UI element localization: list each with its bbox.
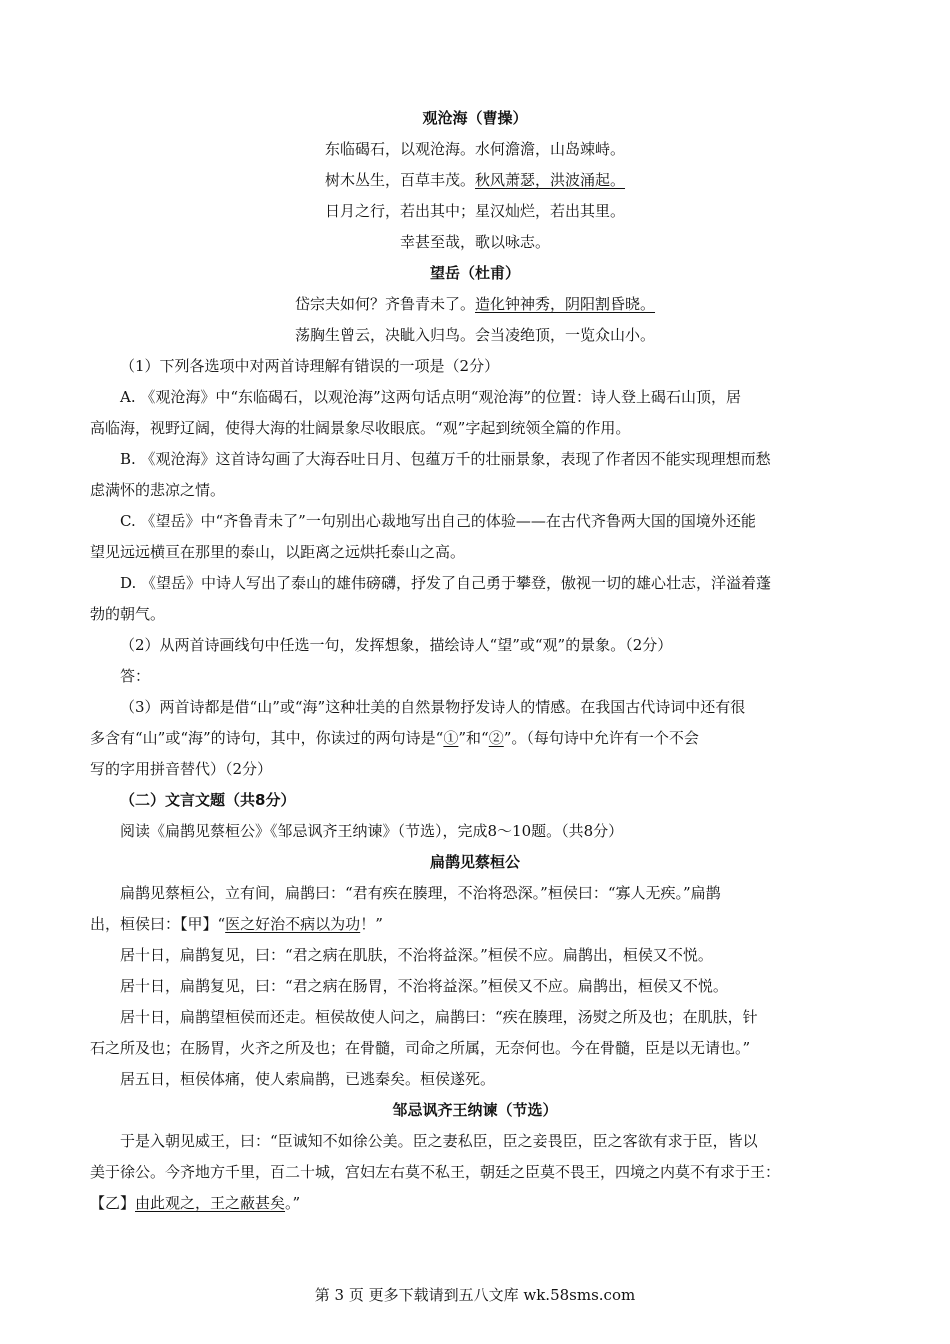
q1-option-c-line-1: C. 《望岳》中“齐鲁青未了”一句别出心裁地写出自己的体验——在古代齐鲁两大国的国境外还能 [120,512,756,530]
q3-line-2-part-b: ”和“ [458,729,489,747]
poem2-title: 望岳（杜甫） [429,264,520,282]
q2-answer-label: 答： [120,667,151,685]
text2-underlined-sentence-yi: 由此观之，王之蔽甚矣 [135,1194,286,1212]
text1-underlined-sentence-jia: 医之好治不病以为功 [225,915,361,933]
q1-option-b-line-1: B. 《观沧海》这首诗勾画了大海吞吐日月、包蕴万千的壮丽景象，表现了作者因不能实现理想而愁 [120,450,771,468]
q3-line-1: （3）两首诗都是借“山”或“海”这种壮美的自然景物抒发诗人的情感。在我国古代诗词中还有很 [120,698,746,716]
text1-p3: 居十日，扁鹊复见，曰：“君之病在肠胃，不治将益深。”桓侯又不应。扁鹊出，桓侯又不悦。 [120,977,728,995]
poem1-line-1: 东临碣石，以观沧海。水何澹澹，山岛竦峙。 [324,140,625,158]
text2-title: 邹忌讽齐王纳谏（节选） [392,1101,558,1119]
q1-option-a-line-1: A. 《观沧海》中“东临碣石，以观沧海”这两句话点明“观沧海”的位置：诗人登上碣石山顶，居 [120,388,742,406]
text1-p1-line-2 [90,913,860,935]
poem1-underlined-line: 秋风萧瑟，洪波涌起。 [475,171,626,189]
text2-line-3-end: 。” [285,1194,301,1212]
poem2-underlined-line: 造化钟神秀，阴阳割昏晓。 [475,295,656,313]
text1-p1-line-2-part-a: 出，桓侯曰：【甲】“ [90,915,226,933]
poem1-line-2-plain: 树木丛生，百草丰茂。 [324,171,475,189]
poem2-line-1 [90,293,860,315]
text1-p1-line-1: 扁鹊见蔡桓公，立有间，扁鹊曰：“君有疾在腠理，不治将恐深。”桓侯曰：“寡人无疾。”扁鹊 [120,884,721,902]
text2-line-1: 于是入朝见威王，曰：“臣诚知不如徐公美。臣之妻私臣，臣之妾畏臣，臣之客欲有求于臣，皆以 [120,1132,758,1150]
poem1-line-3: 日月之行，若出其中；星汉灿烂，若出其里。 [324,202,625,220]
section2-heading: （二）文言文题（共8分） [120,791,296,809]
text2-label-yi: 【乙】 [90,1194,136,1212]
poem2-line-2: 荡胸生曾云，决眦入归鸟。会当凌绝顶，一览众山小。 [294,326,655,344]
q3-line-2-part-c: ”。（每句诗中允许有一个不会 [503,729,699,747]
text1-p4-line-1: 居十日，扁鹊望桓侯而还走。桓侯故使人问之，扁鹊曰：“疾在腠理，汤熨之所及也；在肌肤，针 [120,1008,758,1026]
q3-line-2-part-a: 多含有“山”或“海”的诗句，其中，你读过的两句诗是“ [90,729,444,747]
q1-option-c-line-2: 望见远远横亘在那里的泰山，以距离之远烘托泰山之高。 [90,543,466,561]
text1-p4-line-2: 石之所及也；在肠胃，火齐之所及也；在骨髓，司命之所属，无奈何也。今在骨髓，臣是以无请也。” [90,1039,751,1057]
section2-intro: 阅读《扁鹊见蔡桓公》《邹忌讽齐王纳谏》（节选），完成8～10题。（共8分） [120,822,624,840]
poem1-line-2 [90,169,860,191]
text1-p2: 居十日，扁鹊复见，曰：“君之病在肌肤，不治将益深。”桓侯不应。扁鹊出，桓侯又不悦。 [120,946,713,964]
page-footer: 第 3 页 更多下载请到五八文库 wk.58sms.com [314,1286,636,1304]
q1-option-d-line-1: D. 《望岳》中诗人写出了泰山的雄伟磅礴，抒发了自己勇于攀登，傲视一切的雄心壮志，洋溢着蓬 [120,574,772,592]
text1-p1-line-2-part-c: ！” [360,915,383,933]
text2-line-2: 美于徐公。今齐地方千里，百二十城，宫妇左右莫不私王，朝廷之臣莫不畏王，四境之内莫不有求于王： [90,1163,781,1181]
q2-stem: （2）从两首诗画线句中任选一句，发挥想象，描绘诗人“望”或“观”的景象。（2分） [120,636,673,654]
q1-stem: （1）下列各选项中对两首诗理解有错误的一项是（2分） [120,357,500,375]
q1-option-b-line-2: 虑满怀的悲凉之情。 [90,481,226,499]
q1-option-a-line-2: 高临海，视野辽阔，使得大海的壮阔景象尽收眼底。“观”字起到统领全篇的作用。 [90,419,631,437]
q3-blank-1[interactable]: ① [443,729,459,747]
text2-line-3 [90,1192,860,1214]
poem2-line-1-plain: 岱宗夫如何？齐鲁青未了。 [294,295,475,313]
q1-option-d-line-2: 勃的朝气。 [90,605,166,623]
q3-line-3: 写的字用拼音替代）（2分） [90,760,273,778]
q3-blank-2[interactable]: ② [488,729,504,747]
text1-p5: 居五日，桓侯体痛，使人索扁鹊，已逃秦矣。桓侯遂死。 [120,1070,496,1088]
poem1-title: 观沧海（曹操） [422,109,528,127]
poem1-line-4: 幸甚至哉，歌以咏志。 [399,233,550,251]
text1-title: 扁鹊见蔡桓公 [429,853,520,871]
q3-line-2 [90,727,860,749]
